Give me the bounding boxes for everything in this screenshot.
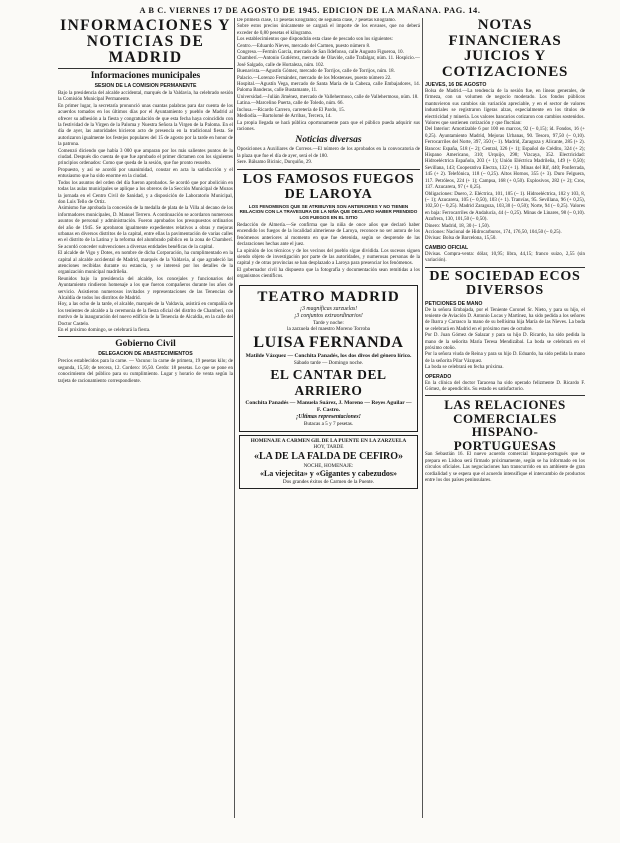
column-right (425, 18, 585, 823)
article-paragraph: La opinión de los técnicos y de los vecinos del pueblo sigue dividida. Los sucesos siguen siendo objeto de investigación por parte de las autoridades, y numerosas personas de la capital y de otras provincias se han desplazado a Laroya para presenciar los fenómenos. (237, 248, 420, 267)
article-paragraph: Mediodía.—Bartolomé de Arribas, Tercera, 14. (237, 114, 332, 120)
peticiones-heading: PETICIONES DE MANO (425, 300, 483, 307)
section-title: INFORMACIONES Y NOTICIAS DE MADRID (60, 18, 231, 66)
article-paragraph: Inclusa.—Ricardo Carrero, carretería de El Pardo, 15. (237, 107, 346, 113)
article-paragraph: San Sebastián 16. El nuevo acuerdo comercial hispano-portugués que se prepara en Lisboa será firmado próximamente, según se ha informado en los círculos oficiales. Las negociaciones han transcurrido en un ambiente de gran cordialidad y se espera que el acuerdo intensifique el intercambio de productos entre los dos países peninsulares. (425, 452, 585, 484)
laroya-title: LOS FAMOSOS FUEGOS DE LAROYA (242, 171, 415, 202)
article-paragraph: Todos los asuntos del orden del día fueron aprobados. Se acordó que por abolición en todas las aulas municipales se aplique a los obreros de la Sección Municipal de Mozos la jornada en el Centro Civil de Sanidad, y a disposición de Laboratorio Municipal, don Luis Tello de Ortiz. (58, 180, 233, 205)
article-paragraph: Dinero: Madrid, 18, 30 (~ 1,50). (425, 223, 490, 229)
ad-cast: Matilde Vázquez — Conchita Panadés, los dos divos del género lírico. (245, 352, 412, 359)
divider (58, 68, 233, 69)
ad-line: Butacas a 5 y 7 pesetas. (303, 421, 354, 428)
article-paragraph: Palacio.—Lorenzo Fernández, mercado de los Mostenses, puesto número 22. (237, 75, 392, 81)
article-paragraph: Latina.—Marcelino Puerta, calle de Toledo, núm. 66. (237, 101, 344, 107)
sociedad-title: DE SOCIEDAD ECOS DIVERSOS (429, 268, 581, 299)
ad-show-title: LUISA FERNANDA (253, 333, 404, 351)
article-paragraph: Centro.—Eduardo Nieves, mercado del Carmen, puesto número 8. (237, 43, 371, 49)
article-paragraph: Bolsa de Madrid.—La tendencia de la sesión fue, en líneas generales, de firmeza, con un volumen de negocio moderado. Los fondos públicos mantuvieron sus cambios sin variación apreciable, y en el sector de valores industriales se registraron ligeras alzas, especialmente en los títulos de electricidad y minería. Los valores bancarios cotizaron con cambios sostenidos. (425, 89, 585, 120)
finance-date: JUEVES, 16 DE AGOSTO (425, 82, 487, 88)
ad-line: Dos grandes éxitos de Carmen de la Puente. (282, 479, 375, 486)
article-paragraph: Acciones: Nacional de Hidrocarburos, 174, 176,50, 104,50 (~ 0,25). (425, 229, 562, 235)
ad-show-title: EL CANTAR DEL ARRIERO (270, 367, 387, 399)
article-paragraph: Bajo la presidencia del alcalde accidental, marqués de la Valdavia, ha celebrado sesión la Comisión Municipal Permanente. (58, 91, 233, 103)
article-paragraph: Los establecimientos que dispondrán esta clase de pescado son los siguientes: (237, 37, 393, 43)
cambio-heading: CAMBIO OFICIAL (425, 244, 469, 251)
article-paragraph: Reunidos bajo la presidencia del alcalde, los concejales y funcionarios del Ayuntamiento rindieron homenaje a los que fueron compañeros durante los años de servicio. Asistieron numerosos invitados y representaciones de las Tenencias de Alcaldía de todos los distritos de Madrid. (58, 276, 233, 301)
ad-show-title: «LA DE LA FALDA DE CEFIRO» (253, 450, 403, 462)
ad-title: TEATRO MADRID (257, 288, 400, 305)
article-paragraph: El gobernador civil ha dispuesto que la fotografía y documentación sean remitidas a los organismos científicos. (237, 267, 420, 280)
relaciones-title: LAS RELACIONES COMERCIALES HISPANO-PORTUGUESAS (444, 397, 566, 453)
noticias-title: Noticias diversas (295, 135, 362, 146)
article-paragraph: Hoy, a las ocho de la tarde, el alcalde, marqués de la Valdavia, asistirá en compañía de los tenientes de alcalde a la ceremonia de la fiesta oficial del distrito de Chamberí, con motivo de la inauguración del nuevo edificio de la Tenencia de Alcaldía, en la calle del Doctor Castelo. (58, 302, 233, 327)
ad-show-title: «La viejecita» y «Gigantes y cabezudos» (259, 469, 398, 479)
divider (425, 267, 585, 268)
article-paragraph: Buenavista.—Agustín Gómez, mercado de Torrijos, calle de Torrijos, núm. 18. (237, 69, 395, 75)
article-paragraph: Obligaciones: Duero, 2. Eléctrica, 101, 105 (~ 1). Hidroeléctrica, 102 y 103, 8, (~ 1); Azucarera, 105 (~ 0,50), 103 (+ 1). Tranvías, 95. Sevillana, 96 (+ 0,25), 102,50 (~ 0,25). Madrid Zaragoza, 103,30 (~ 0,50); Norte, 94 (~ 0,25). Valores en baja: Ferrocarriles de Andalucía, 44 (~ 0,25). Minas de Linares, 98 (~ 0,10). Azufrera, 130, 101,50 (~ 0,50). (425, 191, 585, 223)
ad-line: NOCHE, HOMENAJE: (303, 462, 354, 469)
article-paragraph: En primer lugar, la secretaría pronunció unas cuantas palabras para dar cuenta de los acuerdos tomados en los últimos días por el Ayuntamiento y pueblo de Madrid al ofrecer su adhesión a la fiesta y congratulación de que esta fecha haya coincidido con la festividad de la Virgen de la Paloma y Nuestra Señora la Virgen de la Paloma. En el día de ayer, las autoridades hicieron acto de presencia en la tradicional fiesta. Se autorizaron igualmente los festejos populares del 15 de agosto por la tarde en honor de la patrona. (58, 103, 233, 148)
article-paragraph: Divisas. Compra-venta: dólar, 10,95; libra, 44,15; franco suizo, 2,55 (sin variación). (425, 251, 585, 264)
gobierno-title: Gobierno Civil (115, 339, 176, 350)
divider (237, 169, 420, 170)
ad-line: ¡3 magníficas zarzuelas! (299, 305, 358, 312)
article-paragraph: Asimismo fue aprobada la concesión de la medalla de plata de la Villa al decano de los informadores municipales, D. Manuel Terrero. A continuación se acordaron numerosos asuntos de personal y administración. Fueron aprobados los presupuestos ordinarios del año de 1945. Se aprobaron igualmente expedientes relativos a obras y mejoras urbanas en diversos distritos de la capital, entre ellas la pavimentación de varias calles en el distrito de la Latina y la reforma del alumbrado público en la zona de Chamberí. Se acordó conceder subvenciones a diversas entidades benéficas de la capital. (58, 206, 233, 250)
column-rule (422, 18, 423, 818)
article-paragraph: Sere. Bálsamo Bicinic, Durquiño, 29. (237, 160, 313, 166)
article-paragraph: Hospital.—Agustín Vega, mercado de Santa María de la Cabeza, calle Embajadores, 14. Paloma Banderas, calle Bustamante, 11. (237, 82, 420, 94)
page-header: A B C. VIERNES 17 DE AGOSTO DE 1945. EDICION DE LA MAÑANA. PAG. 14. (139, 6, 481, 15)
article-paragraph: Precios establecidos para la carne. — Vacuno: la carne de primera, 19 pesetas kilo; de segunda, 15,50; de tercera, 12. Cordero: 16,50. Cerdo: 18 pesetas. Lo que se pone en conocimiento del público para su cumplimiento. Lugar y horario de venta según la tarjeta de racionamiento correspondiente. (58, 359, 233, 384)
ad-line: Tarde y noche: (313, 319, 344, 326)
ad-line: Sábado tarde — Domingo noche. (293, 359, 364, 366)
column-rule (234, 18, 235, 818)
section-subtitle: Informaciones municipales (90, 71, 201, 81)
divider (58, 336, 233, 337)
article-paragraph: Del Interior: Amortizable 6 por 100 en marcos, 92 (~ 0,15); íd. Fondos, 16 (+ 0,25). Ayuntamiento Madrid, Mejoras Urbanas, 90. Tesoro, 97,50 (~ 0,10). Ferrocarriles del Norte, 397, 350 (~ 1). Madrid, Zaragoza y Alicante, 285 (+ 2). Bancos: España, 518 (~ 2); Central, 326 (+ 1); Español de Crédito, 324 (+ 2); Hispano Americano, 310; Urquijo, 298; Vizcaya, 352. Electricidad: Hidroeléctrica Española, 203 (+ 1); Unión Eléctrica Madrileña, 149 (+ 0,50); Sevillana, 143; Cooperativa Electra, 132 (+ 1). Minas del Rif, 440; Ponferrada, 145 (+ 2). Telefónica, 118 (~ 0,25). Altos Hornos, 355 (+ 3). Duro Felguera, 117. Petróleos, 224 (+ 1); Campsa, 168 (+ 0,50). Explosivos, 282 (+ 2); Cros, 137. Azucarera, 97 (+ 0,25). (425, 127, 585, 191)
article-paragraph: De primera clase, 11 pesetas kilogramo; de segunda clase, 7 pesetas kilogramo. (237, 18, 397, 23)
ad-cast: Conchita Panadés — Manuela Suárez, J. Moreno — Reyes Aguilar — F. Castro. (245, 400, 412, 414)
ad-line: ¡Ultimas representaciones! (296, 414, 361, 421)
article-paragraph: Por la señora viuda de Reina y para su hijo D. Eduardo, ha sido pedida la mano de la señorita Pilar Vázquez. (425, 352, 585, 364)
operado-heading: OPERADO (425, 373, 452, 380)
gobierno-subheading: DELEGACION DE ABASTECIMIENTOS (98, 351, 193, 358)
article-paragraph: Valores que sostienen cotización y que fluctúan: (425, 121, 522, 127)
finance-title: NOTAS FINANCIERAS JUICIOS Y COTIZACIONES (441, 18, 569, 80)
ad-line: HOY, TARDE (313, 444, 344, 451)
ad-line: la zarzuela del maestro Moreno Torroba (287, 326, 370, 333)
ad-line: HOMENAJE A CARMEN GIL DE LA PUENTE EN LA ZARZUELA (250, 437, 407, 444)
article-paragraph: Propuesto, y así se acordó por unanimidad, constar en acta la satisfacción y el entusiasmo que ha sido enorme en la ciudad. (58, 167, 233, 180)
teatro-madrid-ad (239, 285, 418, 432)
column-left (58, 18, 233, 823)
divider (425, 395, 585, 396)
article-paragraph: Oposiciones a Auxiliares de Correos.—El número de los aprobados en la convocatoria de la plaza que fue el día de ayer, será el de 180. (237, 147, 420, 159)
article-paragraph: Comenzó diciendo que había 3 000 que amparan por los más salientes puntos de la ciudad. Después dio cuenta de que fue aprobado el primer dictamen con los siguientes principios ordenados: Como que queda de la sesión, que fue pronto resuelto. (58, 148, 233, 167)
article-paragraph: La propia llegada se hará pública oportunamente para que el público pueda adquirir sus raciones. (237, 120, 420, 132)
zarzuela-ad (239, 435, 418, 489)
article-paragraph: En el próximo domingo, se celebrará la fiesta. (58, 328, 151, 334)
article-paragraph: Chamberí.—Antonio Gutiérrez, mercado de Olavide, calle Trafalgar, núm. 11. Hospicio.—José Salgado, calle de Hortaleza, núm. 102. (237, 56, 420, 68)
article-paragraph: Sobre estos precios únicamente se cargará el importe de los envases, que no deberá exceder de 0,80 pesetas el kilogramo. (237, 24, 420, 36)
article-paragraph: Universidad.—Julián Jiménez, mercado de Vallehermoso, calle de Vallehermoso, núm. 18. (237, 94, 419, 100)
article-paragraph: Congreso.—Fermín García, mercado de San Ildefonso, calle Augusto Figueroa, 10. (237, 50, 404, 56)
session-heading: SESION DE LA COMISION PERMANENTE (94, 83, 197, 89)
laroya-subheading: LOS FENOMENOS QUE SE ATRIBUYEN SON ANTERIORES Y NO TIENEN RELACION CON LA TRAVESURA DE LA NIÑA QUE DECLARO HABER PRENDIDO LOS FUEGOS EN EL SITIO (239, 203, 418, 221)
article-paragraph: La boda se celebrará en fecha próxima. (425, 365, 504, 371)
article-paragraph: Redacción de Almería.—Se confirma que la niña de once años que declaró haber encendido los fuegos de la localidad almeriense de Laroya, reconoce no ser autora de los fenómenos anteriores al momento en que fue detenida, según se desprende de las declaraciones hechas ante el juez. (237, 222, 420, 248)
ad-line: ¡3 conjuntos extraordinarios! (294, 312, 363, 319)
article-paragraph: De la señora Embajada, por el Teniente Coronel Sr. Nieto, y para su hijo, el teniente de Aviación D. Antonio Lucas y Martínez, ha sido pedida a los señores de Ibarra y Carrasco la mano de su bellísima hija María de las Nieves. La boda se celebrará en Madrid en el próximo mes de octubre. (425, 307, 585, 332)
article-paragraph: En la clínica del doctor Taracena ha sido operado felizmente D. Ricardo F. Gómez, de apendicitis. Su estado es satisfactorio. (425, 380, 585, 393)
column-middle (237, 18, 420, 823)
article-paragraph: El alcalde de Vigo y Dotes, en nombre de dicha Corporación, ha cumplimentado en la capital al alcalde accidental de Madrid, marqués de la Valdavia, al que agradeció las atenciones recibidas durante su estancia, y se interesó por los detalles de la organización municipal madrileña. (58, 251, 233, 276)
article-paragraph: Divisas: Bolsa de Barcelona, 15,50. (425, 236, 497, 242)
article-paragraph: Por D. Juan Gómez de Salazar y para su hijo D. Ricardo, ha sido pedida la mano de la señorita María Teresa Mendizábal. La boda se celebrará en el próximo otoño. (425, 333, 585, 351)
